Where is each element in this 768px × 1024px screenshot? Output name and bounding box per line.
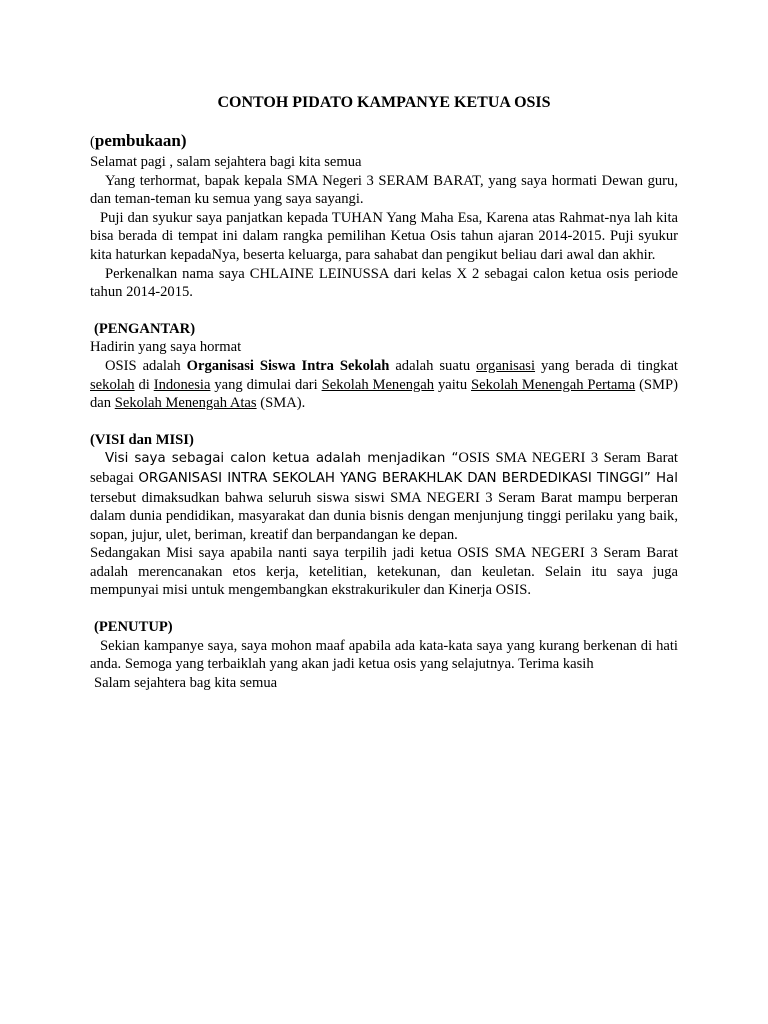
pembukaan-intro-paragraph: Perkenalkan nama saya CHLAINE LEINUSSA dari kelas X 2 sebagai calon ketua osis periode tahun 2014-2015. [90, 265, 678, 301]
penutup-closing: Salam sejahtera bag kita semua [94, 674, 278, 691]
document-body [90, 130, 678, 692]
pengantar-text-8: (SMA). [256, 395, 306, 412]
link-sekolah-menengah-pertama[interactable]: Sekolah Menengah Pertama [471, 376, 636, 393]
pengantar-text-3: yang berada di tingkat [535, 357, 678, 374]
pembukaan-greeting: Selamat pagi , salam sejahtera bagi kita semua [90, 154, 362, 170]
link-sekolah-menengah[interactable]: Sekolah Menengah [321, 376, 435, 393]
pengantar-text-2: adalah suatu [389, 357, 477, 374]
pengantar-text-4: di [134, 376, 154, 393]
pengantar-text-5: yang dimulai dari [210, 376, 322, 393]
pengantar-greeting: Hadirin yang saya hormat [90, 339, 242, 356]
visi-text-c: ORGANISASI INTRA SEKOLAH YANG BERAKHLAK DAN BERDEDIKASI TINGGI” Hal [138, 470, 678, 486]
document-title: CONTOH PIDATO KAMPANYE KETUA OSIS [217, 94, 551, 111]
pembukaan-gratitude-paragraph: Puji dan syukur saya panjatkan kepada TUHAN Yang Maha Esa, Karena atas Rahmat-nya lah kita bisa berada di tempat ini dalam rangka pemilihan Ketua Osis tahun ajaran 2014-2015. Puji syukur kita haturkan kepadaNya, beserta keluarga, para sahabat dan pengikut beliau dari awal dan akhir. [90, 209, 678, 263]
osis-full-name: Organisasi Siswa Intra Sekolah [186, 357, 390, 374]
pengantar-osis-paragraph [90, 357, 678, 413]
visi-text-a: Visi saya sebagai calon ketua adalah menjadikan “ [105, 451, 459, 467]
misi-paragraph: Sedangakan Misi saya apabila nanti saya terpilih jadi ketua OSIS SMA NEGERI 3 Seram Barat adalah merencanakan etos kerja, ketelitian, ketekunan, dan keuletan. Selain itu saya juga mempunyai misi untuk mengembangkan ekstrakurikuler dan Kinerja OSIS. [90, 545, 678, 599]
penutup-paragraph: Sekian kampanye saya, saya mohon maaf apabila ada kata-kata saya yang kurang berkenan di hati anda. Semoga yang terbaiklah yang akan jadi ketua osis yang selajutnya. Terima kasih [90, 637, 678, 673]
penutup-heading: (PENUTUP) [94, 619, 173, 636]
link-indonesia[interactable]: Indonesia [153, 376, 211, 393]
link-organisasi[interactable]: organisasi [476, 357, 536, 374]
link-sekolah-menengah-atas[interactable]: Sekolah Menengah Atas [114, 395, 257, 412]
link-sekolah[interactable]: sekolah [90, 376, 135, 393]
pembukaan-heading [90, 130, 678, 153]
visi-text-d: tersebut dimaksudkan bahwa seluruh siswa siswi SMA NEGERI 3 Seram Barat mampu berperan dalam dunia pendidikan, masyarakat dan dunia bisnis dengan menjunjung tinggi perilaku yang baik, sopan, jujur, ulet, beriman, kreatif dan berpandangan ke depan. [90, 489, 678, 543]
pengantar-text-1: OSIS adalah [105, 357, 187, 374]
pengantar-text-6: yaitu [434, 376, 472, 393]
visi-paragraph [90, 449, 678, 544]
pengantar-text-7: (SMP) dan [90, 376, 679, 412]
pengantar-heading: (PENGANTAR) [94, 320, 196, 337]
visi-misi-heading: (VISI dan MISI) [90, 431, 194, 448]
visi-text-b: OSIS SMA NEGERI 3 Seram Barat sebagai [90, 450, 678, 486]
pembukaan-respect-paragraph: Yang terhormat, bapak kepala SMA Negeri 3 SERAM BARAT, yang saya hormati Dewan guru, dan teman-teman ku semua yang saya sayangi. [90, 172, 678, 208]
pembukaan-heading-paren: ( [90, 134, 95, 150]
pembukaan-heading-text: pembukaan) [94, 131, 187, 150]
